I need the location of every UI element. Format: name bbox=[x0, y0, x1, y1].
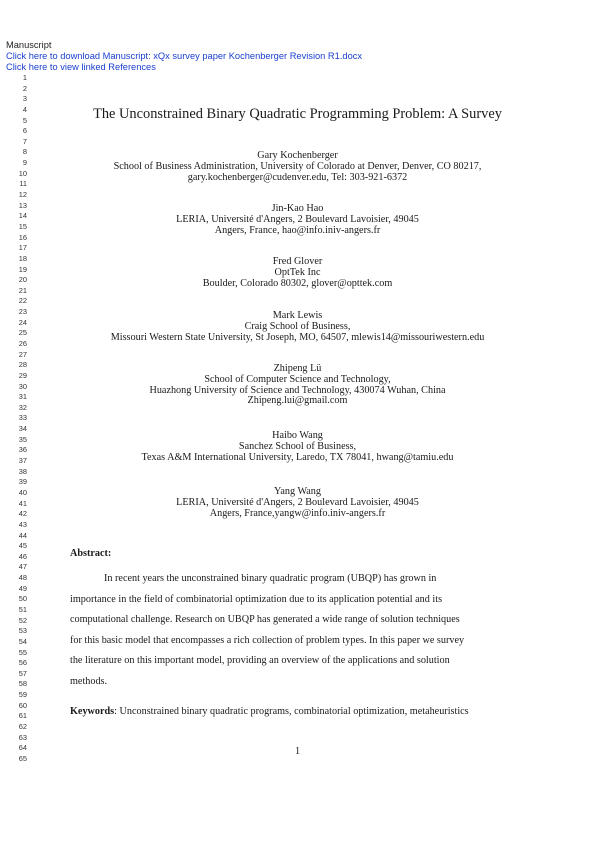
line-number: 43 bbox=[18, 519, 27, 529]
line-number: 1 bbox=[22, 73, 27, 82]
abstract-heading: Abstract: bbox=[70, 548, 112, 559]
author-name: Fred Glover bbox=[272, 256, 323, 267]
line-number: 27 bbox=[18, 349, 27, 359]
author-affiliation-line: Sanchez School of Business, bbox=[238, 440, 357, 452]
line-number: 48 bbox=[18, 573, 27, 583]
abstract-line: for this basic model that encompasses a rich collection of problem types. In this paper we survey bbox=[70, 634, 465, 646]
author-affiliation-line: Angers, France,yangw@info.iniv-angers.fr bbox=[209, 507, 386, 519]
author-affiliation-line: School of Computer Science and Technology, bbox=[204, 373, 391, 385]
line-number: 65 bbox=[18, 753, 27, 763]
line-number: 14 bbox=[18, 211, 27, 221]
line-number: 28 bbox=[18, 360, 27, 370]
line-number: 40 bbox=[18, 487, 27, 497]
author-name: Zhipeng Lü bbox=[273, 363, 322, 374]
line-number: 19 bbox=[18, 264, 27, 274]
line-number: 56 bbox=[18, 658, 27, 668]
page-number: 1 bbox=[294, 746, 301, 757]
author-affiliation-line: Craig School of Business, bbox=[244, 320, 351, 332]
author-name: Yang Wang bbox=[274, 486, 321, 497]
line-number: 9 bbox=[22, 158, 27, 168]
line-number: 7 bbox=[22, 136, 27, 146]
line-number: 34 bbox=[18, 424, 27, 434]
paper-title: The Unconstrained Binary Quadratic Programming Problem: A Survey bbox=[93, 106, 502, 122]
line-number: 54 bbox=[18, 636, 27, 646]
line-number: 47 bbox=[18, 562, 27, 572]
abstract-line: importance in the field of combinatorial optimization due to its application potential and its bbox=[70, 593, 443, 605]
line-number: 62 bbox=[18, 722, 27, 732]
line-number: 58 bbox=[18, 679, 27, 689]
keywords-line bbox=[70, 706, 469, 717]
view-references-link[interactable]: Click here to view linked References bbox=[6, 62, 156, 72]
line-number: 22 bbox=[18, 296, 27, 306]
author-affiliation-line: Boulder, Colorado 80302, glover@opttek.com bbox=[202, 277, 393, 289]
line-number: 17 bbox=[18, 243, 27, 253]
line-number: 39 bbox=[18, 477, 27, 487]
author-affiliation-line: OptTek Inc bbox=[274, 266, 321, 278]
line-number: 38 bbox=[18, 466, 27, 476]
line-number: 53 bbox=[18, 626, 27, 636]
line-number: 30 bbox=[18, 381, 27, 391]
line-number: 60 bbox=[18, 700, 27, 710]
author-affiliation-line: Zhipeng.lui@gmail.com bbox=[247, 395, 348, 407]
line-number: 50 bbox=[18, 594, 27, 604]
abstract-line: the literature on this important model, providing an overview of the applications and solution bbox=[70, 655, 450, 667]
keywords-label: Keywords bbox=[70, 706, 115, 717]
line-number: 26 bbox=[18, 339, 27, 348]
line-number: 59 bbox=[18, 690, 27, 700]
line-number: 24 bbox=[18, 317, 27, 327]
line-number: 29 bbox=[18, 370, 27, 380]
line-number: 13 bbox=[18, 200, 27, 210]
author-affiliation-line: Texas A&M International University, Laredo, TX 78041, hwang@tamiu.edu bbox=[141, 451, 454, 463]
line-number: 52 bbox=[18, 615, 27, 625]
author-name: Mark Lewis bbox=[272, 310, 323, 321]
author-affiliation-line: gary.kochenberger@cudenver.edu, Tel: 303-921-6372 bbox=[187, 171, 408, 183]
abstract-line: computational challenge. Research on UBQP has generated a wide range of solution techniques bbox=[70, 614, 460, 626]
author-affiliation-line: School of Business Administration, University of Colorado at Denver, Denver, CO 80217, bbox=[113, 160, 482, 172]
line-number: 6 bbox=[22, 126, 27, 136]
line-number: 33 bbox=[18, 413, 27, 423]
download-manuscript-link[interactable]: Click here to download Manuscript: xQx survey paper Kochenberger Revision R1.docx bbox=[6, 51, 363, 61]
line-number: 46 bbox=[18, 551, 27, 561]
author-affiliation-line: Huazhong University of Science and Technology, 430074 Wuhan, China bbox=[149, 384, 446, 396]
line-number: 44 bbox=[18, 530, 27, 540]
abstract-line: methods. bbox=[70, 676, 108, 687]
line-number: 45 bbox=[18, 541, 27, 551]
line-number: 4 bbox=[22, 104, 27, 114]
line-number: 21 bbox=[18, 285, 27, 295]
author-name: Haibo Wang bbox=[272, 430, 323, 441]
author-name: Jin-Kao Hao bbox=[271, 203, 324, 214]
line-number: 10 bbox=[18, 168, 27, 178]
author-affiliation-line: LERIA, Université d'Angers, 2 Boulevard Lavoisier, 49045 bbox=[176, 496, 419, 508]
line-number: 41 bbox=[18, 498, 27, 508]
line-number: 12 bbox=[18, 190, 27, 200]
line-number: 32 bbox=[18, 402, 27, 412]
line-number: 51 bbox=[18, 605, 27, 614]
line-number: 20 bbox=[18, 275, 27, 285]
author-affiliation-line: LERIA, Université d'Angers, 2 Boulevard Lavoisier, 49045 bbox=[176, 213, 419, 225]
manuscript-label: Manuscript bbox=[6, 40, 52, 50]
line-number: 57 bbox=[18, 668, 27, 678]
line-number: 8 bbox=[22, 147, 27, 157]
line-number: 31 bbox=[18, 392, 27, 402]
line-number: 2 bbox=[22, 83, 27, 93]
line-number: 16 bbox=[18, 232, 27, 242]
line-number: 64 bbox=[18, 743, 27, 753]
line-number: 49 bbox=[18, 583, 27, 593]
abstract-line: In recent years the unconstrained binary quadratic program (UBQP) has grown in bbox=[104, 573, 437, 584]
line-number: 42 bbox=[18, 509, 27, 519]
line-number: 55 bbox=[18, 647, 27, 657]
author-affiliation-line: Missouri Western State University, St Joseph, MO, 64507, mlewis14@missouriwestern.edu bbox=[110, 331, 485, 343]
line-number: 36 bbox=[18, 445, 27, 455]
author-name: Gary Kochenberger bbox=[257, 150, 338, 161]
keywords-text: : Unconstrained binary quadratic programs, combinatorial optimization, metaheuristics bbox=[114, 706, 469, 717]
line-number: 5 bbox=[22, 115, 27, 125]
line-number: 15 bbox=[18, 221, 27, 231]
line-number: 35 bbox=[18, 434, 27, 444]
line-number: 23 bbox=[18, 307, 27, 317]
line-number: 63 bbox=[18, 732, 27, 742]
line-number: 61 bbox=[18, 711, 27, 721]
line-number: 3 bbox=[22, 94, 27, 104]
line-number: 25 bbox=[18, 328, 27, 338]
line-number: 11 bbox=[19, 179, 27, 189]
author-affiliation-line: Angers, France, hao@info.iniv-angers.fr bbox=[214, 224, 381, 236]
line-number: 37 bbox=[18, 456, 27, 466]
line-number: 18 bbox=[18, 253, 27, 263]
